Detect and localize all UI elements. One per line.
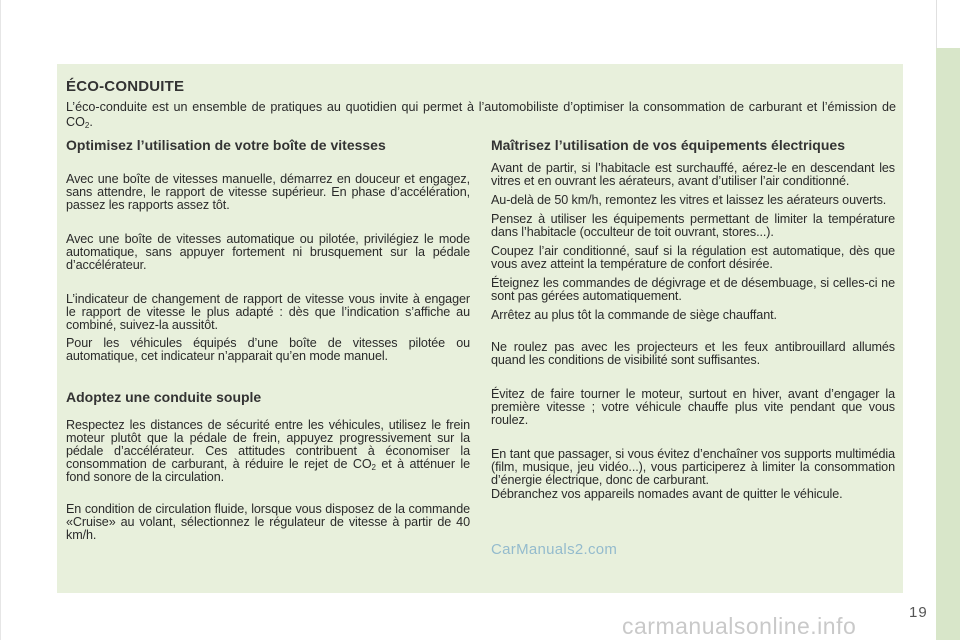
chapter-tab-top bbox=[936, 0, 960, 48]
para-air-conditioning: Coupez l’air conditionné, sauf si la régulation est automatique, dès que vous avez atteint la température de confort désirée. bbox=[491, 244, 895, 271]
para-windows: Au-delà de 50 km/h, remontez les vitres et laissez les aérateurs ouverts. bbox=[491, 193, 887, 207]
site-watermark: CarManuals2.com bbox=[491, 541, 618, 558]
intro-end: . bbox=[89, 115, 93, 129]
page-number: 19 bbox=[909, 604, 928, 621]
footer-watermark: carmanualsonline.info bbox=[622, 613, 857, 639]
co2-subscript: 2 bbox=[371, 463, 376, 472]
para-ventilate: Avant de partir, si l’habitacle est surchauffé, aérez-le en descendant les vitres et en ouvrant les aérateurs, avant d’utiliser l’air conditionné. bbox=[491, 161, 895, 188]
para-cruise-control: En condition de circulation fluide, lorsque vous disposez de la commande «Cruise» au volant, sélectionnez le régulateur de vitesse à partir de 40 km/h. bbox=[66, 502, 470, 542]
para-headlamps: Ne roulez pas avec les projecteurs et les feux antibrouillard allumés quand les conditions de visibilité sont suffisantes. bbox=[491, 340, 895, 367]
section-title: ÉCO-CONDUITE bbox=[66, 78, 185, 95]
heading-gearbox: Optimisez l’utilisation de votre boîte de vitesses bbox=[66, 137, 386, 153]
para-sunblind: Pensez à utiliser les équipements permettant de limiter la température dans l’habitacle (occulteur de toit ouvrant, stores...). bbox=[491, 212, 895, 239]
para-engine-idle: Évitez de faire tourner le moteur, surtout en hiver, avant d’engager la première vitesse ; votre véhicule chauffe plus vite pendant que vous roulez. bbox=[491, 387, 895, 427]
chapter-tab bbox=[936, 48, 960, 640]
para-indicator-note: Pour les véhicules équipés d’une boîte de vitesses pilotée ou automatique, cet indicateur n’apparait qu’en mode manuel. bbox=[66, 336, 470, 363]
heading-smooth-driving: Adoptez une conduite souple bbox=[66, 389, 262, 405]
intro-paragraph bbox=[66, 100, 896, 130]
left-column bbox=[66, 137, 470, 542]
para-defrost: Éteignez les commandes de dégivrage et de désembuage, si celles-ci ne sont pas gérées automatiquement. bbox=[491, 276, 895, 303]
para-unplug-devices: Débranchez vos appareils nomades avant de quitter le véhicule. bbox=[491, 487, 843, 501]
page-edge bbox=[0, 0, 1, 640]
para-gear-indicator: L’indicateur de changement de rapport de vitesse vous invite à engager le rapport de vitesse le plus adapté : dès que l’indication s’affiche au combiné, suivez-la aussitôt. bbox=[66, 292, 470, 332]
safety-text: Respectez les distances de sécurité entre les véhicules, utilisez le frein moteur plutôt que la pédale de frein, appuyez progressivement sur la pédale d’accélérateur. Ces attitudes contribuent à économiser la consommation de carburant, à réduire le rejet de CO bbox=[66, 418, 470, 471]
right-column bbox=[491, 137, 895, 501]
safety-text-end: et à atténuer le fond sonore de la circulation. bbox=[66, 457, 470, 484]
para-manual-gearbox: Avec une boîte de vitesses manuelle, démarrez en douceur et engagez, sans attendre, le rapport de vitesse supérieur. En phase d’accélération, passez les rapports assez tôt. bbox=[66, 172, 470, 212]
para-safety-distance bbox=[66, 419, 470, 484]
para-multimedia: En tant que passager, si vous évitez d’enchaîner vos supports multimédia (film, musique, jeu vidéo...), vous participerez à limiter la consommation d’énergie électrique, donc de carburant. bbox=[491, 447, 895, 487]
heading-electrical: Maîtrisez l’utilisation de vos équipements électriques bbox=[491, 137, 845, 153]
intro-text: L’éco-conduite est un ensemble de pratiques au quotidien qui permet à l’automobiliste d’optimiser la consommation de carburant et l’émission de CO bbox=[66, 100, 896, 129]
para-heated-seat: Arrêtez au plus tôt la commande de siège chauffant. bbox=[491, 308, 777, 322]
para-automatic-gearbox: Avec une boîte de vitesses automatique ou pilotée, privilégiez le mode automatique, sans appuyer fortement ni brusquement sur la pédale d’accélérateur. bbox=[66, 232, 470, 272]
intro-subscript: 2 bbox=[84, 121, 90, 130]
